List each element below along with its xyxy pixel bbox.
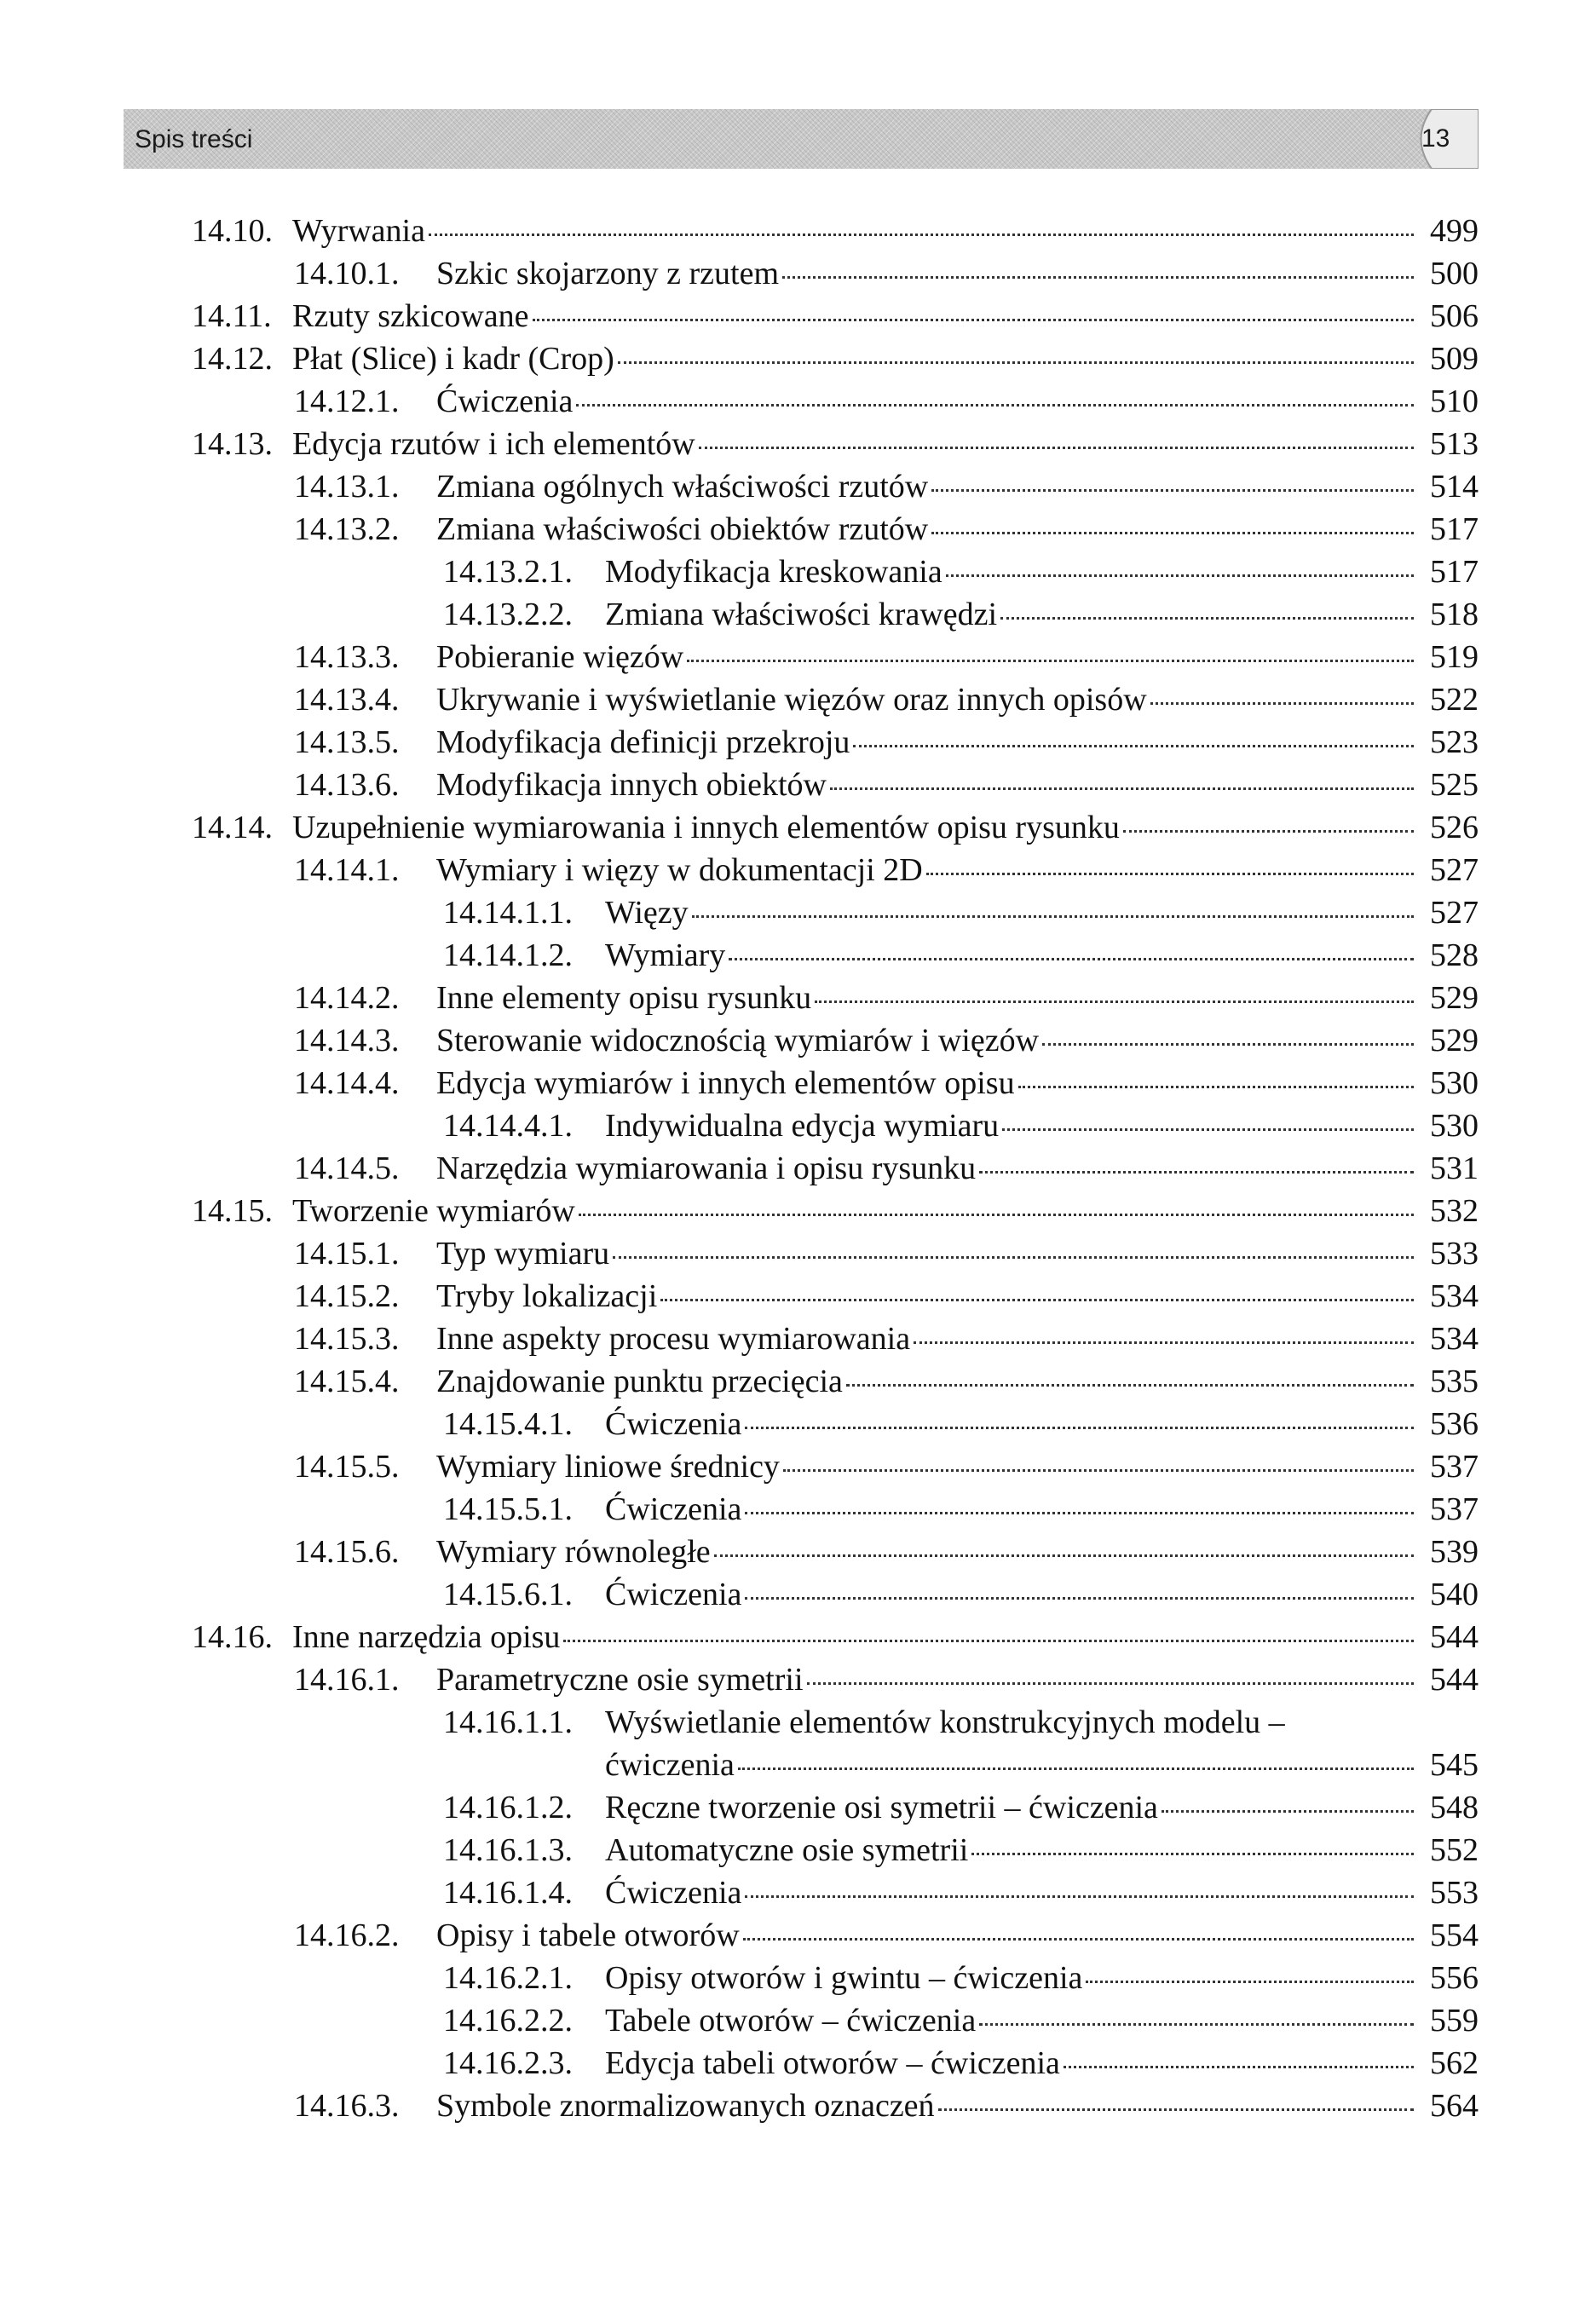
- toc-entry-page: 545: [1430, 1747, 1479, 1783]
- toc-entry-number: 14.13.: [192, 426, 273, 462]
- dot-leader: [782, 276, 1414, 279]
- toc-entry-title: Automatyczne osie symetrii: [605, 1832, 969, 1868]
- toc-entry-page: 529: [1430, 1023, 1479, 1058]
- toc-entry-page: 559: [1430, 2003, 1479, 2039]
- toc-entry-number: 14.16.1.2.: [443, 1790, 573, 1825]
- toc-entry-page: 537: [1430, 1491, 1479, 1527]
- toc-entry-number: 14.16.2.2.: [443, 2003, 573, 2039]
- toc-entry[interactable]: [192, 1658, 1479, 1701]
- toc-entry-number: 14.15.6.: [294, 1534, 400, 1570]
- dot-leader: [576, 404, 1414, 407]
- dot-leader: [979, 2023, 1414, 2026]
- toc-entry-page: 535: [1430, 1364, 1479, 1399]
- toc-entry-number: 14.13.6.: [294, 767, 400, 803]
- toc-entry[interactable]: [192, 1147, 1479, 1190]
- toc-entry-page: 500: [1430, 256, 1479, 291]
- toc-entry-title: Więzy: [605, 895, 689, 931]
- toc-entry-title: Ukrywanie i wyświetlanie więzów oraz innych opisów: [436, 682, 1147, 718]
- toc-entry-title: Sterowanie widocznością wymiarów i więzów: [436, 1023, 1040, 1058]
- dot-leader: [815, 1001, 1414, 1003]
- toc-entry[interactable]: [192, 1062, 1479, 1104]
- toc-entry-number: 14.14.4.: [294, 1065, 400, 1101]
- toc-entry-page: 544: [1430, 1619, 1479, 1655]
- toc-entry-page: 526: [1430, 810, 1479, 845]
- toc-entry-page: 564: [1430, 2088, 1479, 2124]
- toc-entry-title: Ćwiczenia: [605, 1491, 742, 1527]
- toc-entry-number: 14.10.1.: [294, 256, 400, 291]
- toc-entry-title: Znajdowanie punktu przecięcia: [436, 1364, 843, 1399]
- dot-leader: [613, 1256, 1414, 1259]
- toc-entry-number: 14.15.2.: [294, 1278, 400, 1314]
- toc-entry-title: Tworzenie wymiarów: [292, 1193, 575, 1229]
- toc-entry-page: 522: [1430, 682, 1479, 718]
- toc-entry-title: Pobieranie więzów: [436, 639, 684, 675]
- toc-entry-number: 14.13.1.: [294, 469, 400, 505]
- toc-entry-number: 14.13.2.2.: [443, 597, 573, 632]
- toc-entry-page: 530: [1430, 1108, 1479, 1144]
- toc-entry-title: Symbole znormalizowanych oznaczeń: [436, 2088, 935, 2124]
- dot-leader: [745, 1895, 1414, 1898]
- toc-entry-title: Ćwiczenia: [436, 383, 574, 419]
- toc-entry-title: Modyfikacja definicji przekroju: [436, 724, 850, 760]
- toc-entry-page: 548: [1430, 1790, 1479, 1825]
- toc-entry-page: 562: [1430, 2045, 1479, 2081]
- toc-entry[interactable]: [192, 977, 1479, 1019]
- dot-leader: [1042, 1043, 1414, 1046]
- dot-leader: [1150, 702, 1414, 705]
- toc-entry[interactable]: [192, 465, 1479, 508]
- toc-entry[interactable]: [192, 295, 1479, 337]
- dot-leader: [846, 1384, 1414, 1387]
- toc-entry-page: 499: [1430, 213, 1479, 249]
- toc-entry-page: 530: [1430, 1065, 1479, 1101]
- section-label: Spis treści: [135, 125, 253, 153]
- dot-leader: [1162, 1810, 1414, 1813]
- dot-leader: [1064, 2066, 1414, 2068]
- toc-entry-number: 14.15.: [192, 1193, 273, 1229]
- dot-leader: [745, 1427, 1414, 1429]
- toc-entry[interactable]: [192, 1616, 1479, 1658]
- toc-entry[interactable]: [192, 380, 1479, 423]
- toc-entry-number: 14.12.: [192, 341, 273, 377]
- toc-entry[interactable]: [192, 210, 1479, 252]
- toc-entry-page: 519: [1430, 639, 1479, 675]
- dot-leader: [783, 1469, 1414, 1472]
- toc-entry-page: 525: [1430, 767, 1479, 803]
- toc-entry[interactable]: [192, 806, 1479, 849]
- dot-leader: [914, 1341, 1414, 1344]
- toc-entry-title: Tabele otworów – ćwiczenia: [605, 2003, 977, 2039]
- toc-entry[interactable]: [192, 1914, 1479, 1957]
- dot-leader: [699, 447, 1414, 449]
- toc-entry-page: 517: [1430, 511, 1479, 547]
- toc-entry-page: 527: [1430, 895, 1479, 931]
- toc-entry-page: 510: [1430, 383, 1479, 419]
- toc-entry-page: 544: [1430, 1662, 1479, 1698]
- toc-entry-title: Wymiary liniowe średnicy: [436, 1449, 780, 1485]
- toc-entry-page: 517: [1430, 554, 1479, 590]
- toc-entry-page: 529: [1430, 980, 1479, 1016]
- toc-entry[interactable]: [192, 508, 1479, 551]
- dot-leader: [938, 2108, 1414, 2111]
- dot-leader: [807, 1682, 1414, 1685]
- toc-entry-number: 14.16.1.: [294, 1662, 400, 1698]
- dot-leader: [853, 745, 1414, 747]
- toc-entry[interactable]: [192, 1019, 1479, 1062]
- dot-leader: [743, 1938, 1414, 1941]
- toc-entry-number: 14.14.2.: [294, 980, 400, 1016]
- toc-entry[interactable]: [192, 1999, 1479, 2042]
- toc-entry-title: Szkic skojarzony z rzutem: [436, 256, 780, 291]
- dot-leader: [1000, 617, 1414, 620]
- toc-entry-number: 14.16.1.1.: [443, 1704, 573, 1740]
- toc-entry-page: 532: [1430, 1193, 1479, 1229]
- toc-entry[interactable]: [192, 1786, 1479, 1829]
- toc-entry[interactable]: [192, 1318, 1479, 1360]
- toc-entry-title: Edycja rzutów i ich elementów: [292, 426, 695, 462]
- dot-leader: [618, 361, 1414, 364]
- toc-entry-continuation[interactable]: [192, 1744, 1479, 1786]
- dot-leader: [1086, 1981, 1414, 1983]
- toc-entry-title: Zmiana właściwości obiektów rzutów: [436, 511, 929, 547]
- toc-entry-page: 533: [1430, 1236, 1479, 1272]
- dot-leader: [429, 234, 1414, 236]
- toc-entry-page: 539: [1430, 1534, 1479, 1570]
- toc-entry-title: Edycja tabeli otworów – ćwiczenia: [605, 2045, 1060, 2081]
- page-number: 13: [1421, 124, 1450, 153]
- toc-entry[interactable]: [192, 1488, 1479, 1531]
- toc-entry-page: 514: [1430, 469, 1479, 505]
- header-band: [124, 109, 1479, 169]
- dot-leader: [687, 660, 1414, 662]
- toc-entry-number: 14.16.2.3.: [443, 2045, 573, 2081]
- toc-entry-page: 528: [1430, 937, 1479, 973]
- toc-entry-title: Ćwiczenia: [605, 1875, 742, 1911]
- toc-entry[interactable]: [192, 1360, 1479, 1403]
- toc-entry[interactable]: [192, 721, 1479, 764]
- toc-entry-page: 531: [1430, 1150, 1479, 1186]
- toc-entry[interactable]: [192, 337, 1479, 380]
- dot-leader: [738, 1768, 1414, 1770]
- toc-entry-number: 14.15.1.: [294, 1236, 400, 1272]
- dot-leader: [1018, 1086, 1414, 1088]
- toc-entry[interactable]: [192, 1573, 1479, 1616]
- dot-leader: [729, 958, 1414, 960]
- toc-entry-title: Opisy i tabele otworów: [436, 1917, 740, 1953]
- dot-leader: [926, 873, 1414, 875]
- toc-entry-number: 14.12.1.: [294, 383, 400, 419]
- toc-entry[interactable]: [192, 2042, 1479, 2085]
- toc-entry-number: 14.16.2.: [294, 1917, 400, 1953]
- toc-entry-title: Tryby lokalizacji: [436, 1278, 658, 1314]
- toc-entry[interactable]: [192, 1957, 1479, 1999]
- toc-entry[interactable]: [192, 1104, 1479, 1147]
- toc-entry-page: 527: [1430, 852, 1479, 888]
- dot-leader: [1002, 1128, 1414, 1131]
- dot-leader: [745, 1597, 1414, 1600]
- toc-entry[interactable]: [192, 1403, 1479, 1445]
- toc-entry[interactable]: [192, 636, 1479, 678]
- toc-entry-title: Ćwiczenia: [605, 1577, 742, 1612]
- toc-entry[interactable]: [192, 1275, 1479, 1318]
- toc-entry-page: 536: [1430, 1406, 1479, 1442]
- dot-leader: [692, 915, 1414, 918]
- toc-entry-number: 14.14.1.: [294, 852, 400, 888]
- toc-entry-number: 14.14.3.: [294, 1023, 400, 1058]
- toc-entry-number: 14.15.4.1.: [443, 1406, 573, 1442]
- toc-entry-number: 14.13.3.: [294, 639, 400, 675]
- toc-entry-page: 509: [1430, 341, 1479, 377]
- dot-leader: [971, 1853, 1414, 1855]
- toc-entry-title: Inne aspekty procesu wymiarowania: [436, 1321, 911, 1357]
- toc-entry-title: Ręczne tworzenie osi symetrii – ćwiczenia: [605, 1790, 1158, 1825]
- toc-entry-page: 553: [1430, 1875, 1479, 1911]
- toc-entry-number: 14.13.2.1.: [443, 554, 573, 590]
- toc-entry-number: 14.15.6.1.: [443, 1577, 573, 1612]
- toc-entry-title: Narzędzia wymiarowania i opisu rysunku: [436, 1150, 977, 1186]
- toc-entry-title: Uzupełnienie wymiarowania i innych elementów opisu rysunku: [292, 810, 1120, 845]
- toc-entry[interactable]: [192, 1829, 1479, 1871]
- toc-entry-title: Zmiana ogólnych właściwości rzutów: [436, 469, 929, 505]
- toc-entry-number: 14.16.2.1.: [443, 1960, 573, 1996]
- toc-entry[interactable]: [192, 1445, 1479, 1488]
- dot-leader: [563, 1640, 1414, 1642]
- toc-entry-number: 14.11.: [192, 298, 272, 334]
- toc-entry-page: 506: [1430, 298, 1479, 334]
- toc-entry-title: Inne elementy opisu rysunku: [436, 980, 812, 1016]
- dot-leader: [931, 489, 1414, 492]
- toc-entry-number: 14.15.3.: [294, 1321, 400, 1357]
- toc-entry[interactable]: [192, 764, 1479, 806]
- toc-entry[interactable]: [192, 1701, 1479, 1744]
- toc-entry-number: 14.15.5.: [294, 1449, 400, 1485]
- toc-entry[interactable]: [192, 678, 1479, 721]
- toc-entry-title: Edycja wymiarów i innych elementów opisu: [436, 1065, 1015, 1101]
- toc-entry[interactable]: [192, 423, 1479, 465]
- table-of-contents: [192, 210, 1479, 2127]
- toc-entry[interactable]: [192, 1190, 1479, 1232]
- toc-entry-title: Wyrwania: [292, 213, 425, 249]
- dot-leader: [745, 1512, 1414, 1514]
- dot-leader: [830, 787, 1414, 790]
- toc-entry-number: 14.14.4.1.: [443, 1108, 573, 1144]
- toc-entry-title: Rzuty szkicowane: [292, 298, 529, 334]
- toc-entry[interactable]: [192, 891, 1479, 934]
- toc-entry-number: 14.16.: [192, 1619, 273, 1655]
- toc-entry-title: Parametryczne osie symetrii: [436, 1662, 804, 1698]
- dot-leader: [660, 1299, 1414, 1301]
- toc-entry-title: Ćwiczenia: [605, 1406, 742, 1442]
- toc-entry-number: 14.16.1.4.: [443, 1875, 573, 1911]
- toc-entry-title: Wyświetlanie elementów konstrukcyjnych modelu –: [605, 1704, 1285, 1740]
- toc-entry-page: 523: [1430, 724, 1479, 760]
- toc-entry-title: Płat (Slice) i kadr (Crop): [292, 341, 614, 377]
- toc-entry-page: 534: [1430, 1321, 1479, 1357]
- toc-entry-page: 552: [1430, 1832, 1479, 1868]
- toc-entry-title: Opisy otworów i gwintu – ćwiczenia: [605, 1960, 1083, 1996]
- toc-entry[interactable]: [192, 252, 1479, 295]
- toc-entry-page: 556: [1430, 1960, 1479, 1996]
- toc-entry[interactable]: [192, 1871, 1479, 1914]
- toc-entry-number: 14.14.: [192, 810, 273, 845]
- toc-entry-number: 14.14.5.: [294, 1150, 400, 1186]
- dot-leader: [1123, 830, 1414, 833]
- toc-entry-page: 540: [1430, 1577, 1479, 1612]
- toc-entry-page: 534: [1430, 1278, 1479, 1314]
- dot-leader: [979, 1171, 1414, 1174]
- toc-entry-number: 14.15.4.: [294, 1364, 400, 1399]
- toc-entry-title-continuation: ćwiczenia: [605, 1747, 735, 1783]
- dot-leader: [714, 1554, 1414, 1557]
- toc-entry-number: 14.13.4.: [294, 682, 400, 718]
- toc-entry-title: Typ wymiaru: [436, 1236, 610, 1272]
- toc-entry-title: Wymiary: [605, 937, 726, 973]
- toc-entry-number: 14.15.5.1.: [443, 1491, 573, 1527]
- toc-entry-title: Wymiary i więzy w dokumentacji 2D: [436, 852, 923, 888]
- toc-entry[interactable]: [192, 551, 1479, 593]
- toc-entry[interactable]: [192, 1232, 1479, 1275]
- toc-entry[interactable]: [192, 934, 1479, 977]
- dot-leader: [533, 319, 1414, 321]
- dot-leader: [931, 532, 1414, 534]
- toc-entry-page: 513: [1430, 426, 1479, 462]
- toc-entry-title: Zmiana właściwości krawędzi: [605, 597, 998, 632]
- toc-entry[interactable]: [192, 2085, 1479, 2127]
- toc-entry[interactable]: [192, 849, 1479, 891]
- toc-entry[interactable]: [192, 593, 1479, 636]
- toc-entry-number: 14.16.1.3.: [443, 1832, 573, 1868]
- toc-entry-page: 537: [1430, 1449, 1479, 1485]
- toc-entry-title: Indywidualna edycja wymiaru: [605, 1108, 1000, 1144]
- toc-entry-title: Inne narzędzia opisu: [292, 1619, 561, 1655]
- toc-entry[interactable]: [192, 1531, 1479, 1573]
- toc-entry-number: 14.14.1.1.: [443, 895, 573, 931]
- toc-entry-number: 14.13.5.: [294, 724, 400, 760]
- toc-entry-number: 14.14.1.2.: [443, 937, 573, 973]
- dot-leader: [946, 574, 1414, 577]
- dot-leader: [579, 1214, 1414, 1216]
- toc-entry-title: Modyfikacja innych obiektów: [436, 767, 827, 803]
- toc-entry-number: 14.16.3.: [294, 2088, 400, 2124]
- toc-entry-title: Wymiary równoległe: [436, 1534, 711, 1570]
- toc-entry-number: 14.10.: [192, 213, 273, 249]
- toc-entry-page: 554: [1430, 1917, 1479, 1953]
- toc-entry-title: Modyfikacja kreskowania: [605, 554, 942, 590]
- toc-entry-page: 518: [1430, 597, 1479, 632]
- toc-entry-number: 14.13.2.: [294, 511, 400, 547]
